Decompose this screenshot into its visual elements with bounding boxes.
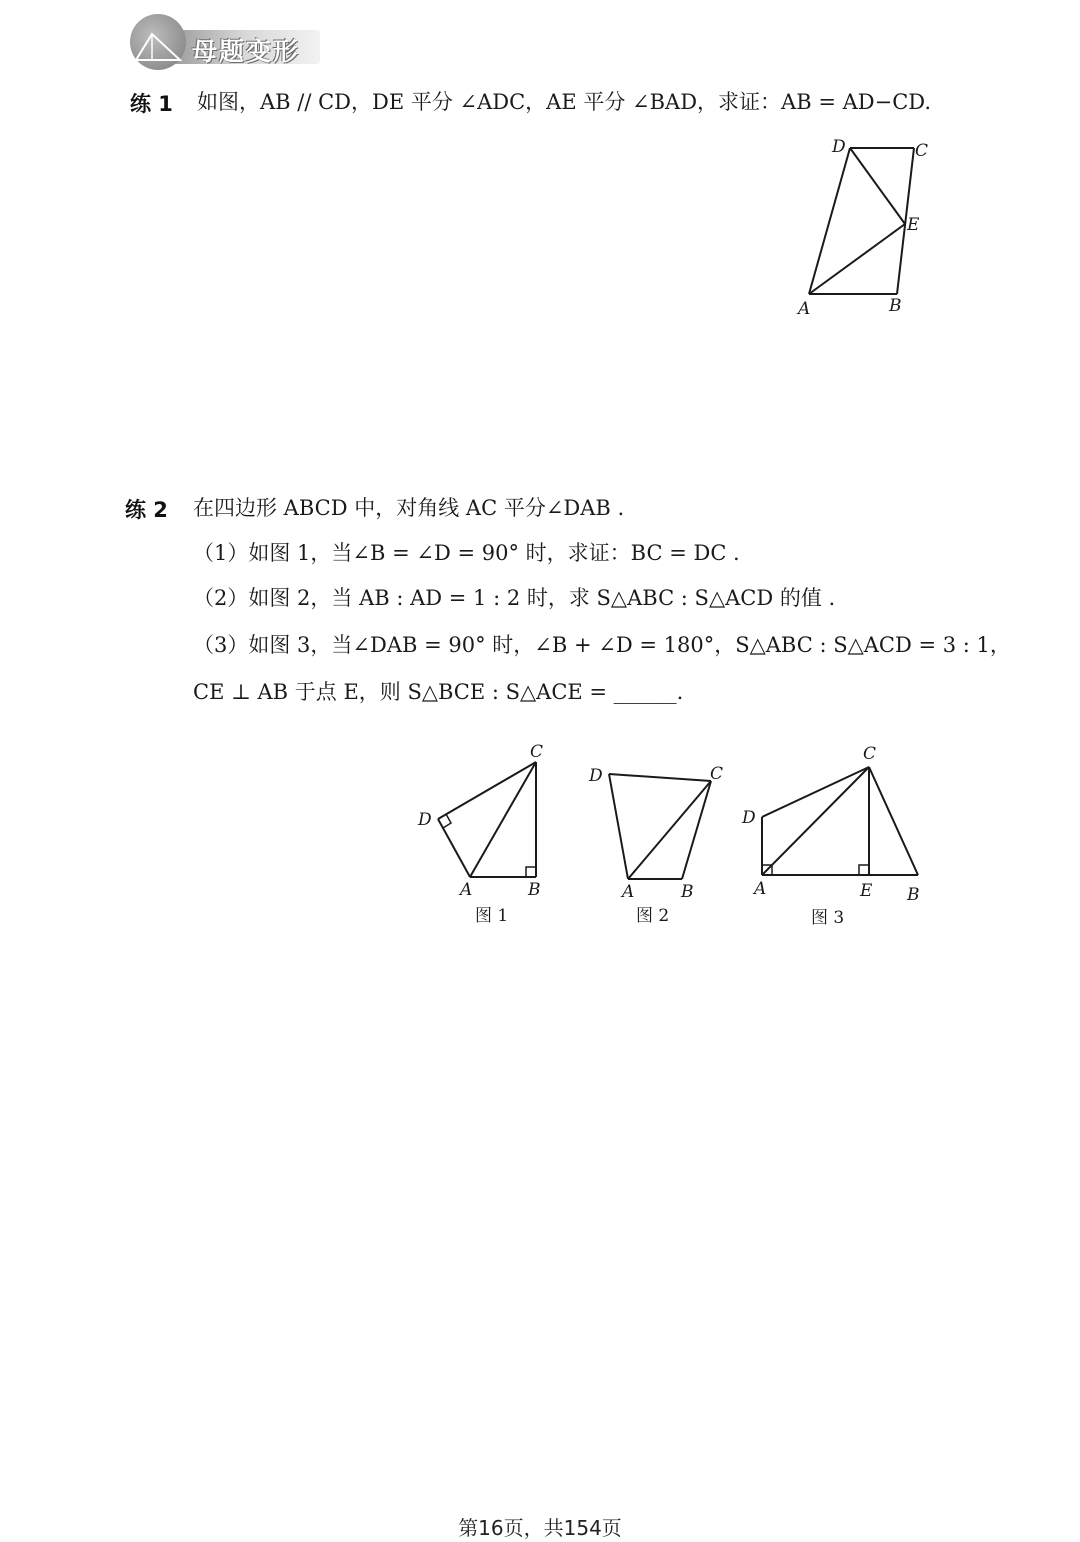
fig1-label-a: A [460,880,473,900]
diagonal-ac [470,762,536,877]
fig3-label-a: A [754,879,767,899]
fig3-label-c: C [863,744,877,764]
segment-da [438,819,470,877]
exercise-1-statement: 如图，AB // CD，DE 平分 ∠ADC，AE 平分 ∠BAD，求证：AB = AD−CD. [197,90,932,114]
diagonal-ac [628,781,711,879]
fig3-caption: 图 3 [811,908,845,928]
figure-1 [438,762,536,877]
segment-bc [682,781,711,879]
point-label-a: A [798,299,811,319]
page-number: 第16页，共154页 [458,1516,622,1540]
triangle-ruler-icon [130,14,186,70]
figure-2 [609,774,711,879]
fig2-label-b: B [681,882,694,902]
fig3-label-d: D [742,808,756,828]
question-3-line-2: CE ⊥ AB 于点 E，则 S△BCE : S△ACE = ______. [193,680,684,704]
segment-ae [809,224,905,294]
fig3-label-b: B [907,885,920,905]
exercise-2-label: 练 2 [125,498,168,522]
segment-cd [609,774,711,781]
right-angle-mark-e [859,865,869,875]
figure-3 [762,767,918,875]
question-2: （2）如图 2，当 AB : AD = 1 : 2 时，求 S△ABC : S△ACD 的值 . [193,586,836,610]
fig1-label-c: C [530,742,544,762]
fig3-label-e: E [860,881,873,901]
segment-de [850,148,905,224]
segment-da [809,148,850,294]
fig2-label-a: A [622,882,635,902]
fig1-label-b: B [528,880,541,900]
fig2-label-c: C [710,764,724,784]
point-label-e: E [907,215,920,235]
section-title: 母题变形 [192,37,301,66]
segment-cd [762,767,869,817]
question-1: （1）如图 1，当∠B = ∠D = 90° 时，求证：BC = DC . [193,541,740,565]
exercise-2-intro: 在四边形 ABCD 中，对角线 AC 平分∠DAB . [193,496,625,520]
fig2-caption: 图 2 [636,906,670,926]
point-label-b: B [889,296,902,316]
segment-cd [438,762,536,819]
segment-bc [869,767,918,875]
segment-da [609,774,628,879]
diagonal-ac [762,767,869,875]
question-3-line-1: （3）如图 3，当∠DAB = 90° 时，∠B + ∠D = 180°，S△ABC : S△ACD = 3 : 1， [193,633,1011,657]
fig1-label-d: D [418,810,432,830]
fig2-label-d: D [589,766,603,786]
exercise-2-figures [400,735,940,935]
point-label-c: C [915,141,929,161]
point-label-d: D [832,137,846,157]
right-angle-mark-b [526,867,536,877]
section-badge [130,12,320,66]
fig1-caption: 图 1 [475,906,509,926]
exercise-1-label: 练 1 [130,92,173,116]
exercise-1-figure [790,132,940,322]
